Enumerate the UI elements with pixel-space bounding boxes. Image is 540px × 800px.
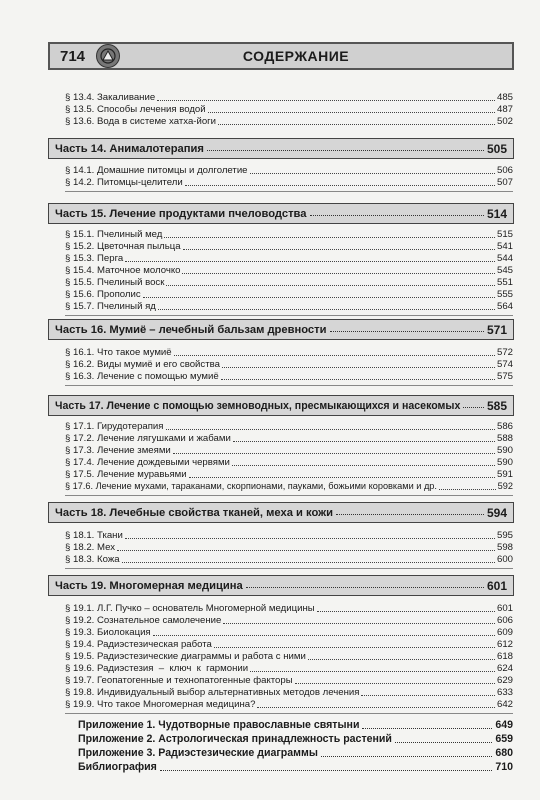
leader-dots [246, 587, 484, 588]
leader-dots [395, 742, 492, 743]
part-label: Часть 14. Анималотерапия [55, 142, 204, 155]
entry-page: 544 [496, 253, 513, 264]
entry-page: 624 [496, 663, 513, 674]
entry-label: § 19.2. Сознательное самолечение [65, 615, 222, 626]
entry-page: 541 [496, 241, 513, 252]
part-page: 601 [486, 578, 507, 593]
leader-dots [164, 237, 495, 238]
toc-entry[interactable] [65, 177, 513, 188]
entry-page: 590 [496, 445, 513, 456]
entry-page: 629 [496, 675, 513, 686]
entry-page: 591 [496, 469, 513, 480]
entry-page: 485 [496, 92, 513, 103]
entry-page: 574 [496, 359, 513, 370]
entry-label: § 13.6. Вода в системе хатха-йоги [65, 116, 217, 127]
part-page: 505 [486, 141, 507, 156]
toc-entry[interactable] [65, 241, 513, 252]
entry-page: 598 [496, 542, 513, 553]
entry-page: 572 [496, 347, 513, 358]
leader-dots [125, 538, 495, 539]
entry-label: § 17.1. Гирудотерапия [65, 421, 164, 432]
entry-label: § 15.4. Маточное молочко [65, 265, 181, 276]
leader-dots [207, 150, 484, 151]
toc-entry[interactable] [65, 347, 513, 358]
leader-dots [330, 331, 484, 332]
leader-dots [463, 407, 484, 408]
entry-label: § 17.2. Лечение лягушками и жабами [65, 433, 231, 444]
leader-dots [218, 124, 495, 125]
entry-label: § 15.6. Прополис [65, 289, 141, 300]
leader-dots [166, 429, 495, 430]
entry-page: 487 [496, 104, 513, 115]
part-heading[interactable] [48, 502, 514, 523]
toc-entry[interactable] [65, 104, 513, 115]
toc-entry[interactable] [65, 481, 513, 492]
toc-entry[interactable] [65, 253, 513, 264]
part-label: Часть 16. Мумиё – лечебный бальзам древности [55, 323, 327, 336]
page-number: 714 [60, 47, 86, 65]
entry-label: § 17.5. Лечение муравьями [65, 469, 187, 480]
entry-label: § 19.6. Радиэстезия – ключ к гармонии [65, 663, 249, 674]
leader-dots [295, 683, 495, 684]
entry-page: 612 [496, 639, 513, 650]
triangle-circle-logo-icon [96, 44, 120, 68]
toc-entry[interactable] [65, 639, 513, 650]
toc-entry[interactable] [65, 433, 513, 444]
leader-dots [214, 647, 495, 648]
toc-entry[interactable] [65, 445, 513, 456]
appendix-label: Приложение 2. Астрологическая принадлежность растений [78, 733, 392, 745]
leader-dots [321, 756, 492, 757]
entry-page: 515 [496, 229, 513, 240]
entry-page: 545 [496, 265, 513, 276]
toc-entry[interactable] [65, 687, 513, 698]
entry-label: § 19.8. Индивидуальный выбор альтернативных методов лечения [65, 687, 360, 698]
toc-entry[interactable] [65, 371, 513, 382]
part-label: Часть 15. Лечение продуктами пчеловодства [55, 207, 307, 220]
leader-dots [160, 770, 492, 771]
leader-dots [174, 355, 495, 356]
leader-dots [183, 249, 495, 250]
part-heading[interactable] [48, 138, 514, 159]
leader-dots [143, 297, 495, 298]
divider [65, 315, 513, 316]
entry-label: § 19.5. Радиэстезические диаграммы и работа с ними [65, 651, 306, 662]
leader-dots [158, 309, 495, 310]
entry-label: § 14.2. Питомцы-целители [65, 177, 183, 188]
entry-page: 506 [496, 165, 513, 176]
leader-dots [250, 671, 495, 672]
entry-label: § 15.3. Перга [65, 253, 124, 264]
part-label: Часть 17. Лечение с помощью земноводных, пресмыкающихся и насекомых [55, 399, 461, 412]
entry-page: 586 [496, 421, 513, 432]
entry-label: § 18.1. Ткани [65, 530, 123, 541]
entry-page: 618 [496, 651, 513, 662]
entry-label: § 19.3. Биолокация [65, 627, 151, 638]
toc-entry[interactable] [65, 554, 513, 565]
leader-dots [439, 489, 496, 490]
appendix-entry[interactable] [78, 747, 513, 760]
entry-page: 502 [496, 116, 513, 127]
entry-label: § 18.2. Мех [65, 542, 116, 553]
toc-entry[interactable] [65, 92, 513, 103]
leader-dots [173, 453, 495, 454]
leader-dots [125, 261, 495, 262]
toc-entry[interactable] [65, 542, 513, 553]
toc-entry[interactable] [65, 469, 513, 480]
leader-dots [166, 285, 495, 286]
toc-entry[interactable] [65, 457, 513, 468]
entry-label: § 16.3. Лечение с помощью мумиё [65, 371, 219, 382]
toc-entry[interactable] [65, 301, 513, 312]
appendix-page: 680 [495, 747, 513, 759]
leader-dots [308, 659, 495, 660]
entry-page: 575 [496, 371, 513, 382]
leader-dots [257, 707, 495, 708]
leader-dots [153, 635, 495, 636]
toc-entry[interactable] [65, 289, 513, 300]
appendix-label: Приложение 3. Радиэстезические диаграммы [78, 747, 318, 759]
entry-page: 595 [496, 530, 513, 541]
entry-page: 642 [496, 699, 513, 710]
entry-label: § 15.2. Цветочная пыльца [65, 241, 181, 252]
part-heading[interactable] [48, 575, 514, 596]
part-heading[interactable] [48, 203, 514, 224]
toc-entry[interactable] [65, 421, 513, 432]
toc-entry[interactable] [65, 615, 513, 626]
part-page: 585 [486, 398, 507, 413]
page-title: СОДЕРЖАНИЕ [242, 48, 350, 64]
part-label: Часть 18. Лечебные свойства тканей, меха и кожи [55, 506, 333, 519]
toc-entry[interactable] [65, 359, 513, 370]
entry-page: 551 [496, 277, 513, 288]
appendix-label: Приложение 1. Чудотворные православные святыни [78, 719, 360, 731]
appendix-entry[interactable] [78, 719, 513, 732]
appendix-label: Библиография [78, 761, 157, 773]
entry-label: § 18.3. Кожа [65, 554, 120, 565]
entry-page: 555 [496, 289, 513, 300]
entry-page: 606 [496, 615, 513, 626]
entry-label: § 13.5. Способы лечения водой [65, 104, 206, 115]
divider [65, 385, 513, 386]
toc-entry[interactable] [65, 603, 513, 614]
leader-dots [336, 514, 484, 515]
leader-dots [223, 623, 495, 624]
leader-dots [185, 185, 495, 186]
entry-label: § 19.7. Геопатогенные и технопатогенные факторы [65, 675, 293, 686]
entry-page: 600 [496, 554, 513, 565]
leader-dots [221, 379, 495, 380]
entry-label: § 15.7. Пчелиный яд [65, 301, 156, 312]
part-page: 571 [486, 322, 507, 337]
part-heading[interactable] [48, 395, 514, 416]
toc-entry[interactable] [65, 651, 513, 662]
part-label: Часть 19. Многомерная медицина [55, 579, 243, 592]
leader-dots [208, 112, 495, 113]
entry-page: 588 [496, 433, 513, 444]
divider [65, 713, 513, 714]
entry-page: 633 [496, 687, 513, 698]
entry-label: § 15.1. Пчелиный мед [65, 229, 163, 240]
entry-page: 564 [496, 301, 513, 312]
entry-label: § 19.9. Что такое Многомерная медицина? [65, 699, 256, 710]
toc-entry[interactable] [65, 530, 513, 541]
page-header [48, 42, 514, 70]
divider [65, 191, 513, 192]
leader-dots [122, 562, 495, 563]
part-page: 514 [486, 206, 507, 221]
bibliography-entry[interactable] [78, 761, 513, 774]
toc-entry[interactable] [65, 675, 513, 686]
entry-label: § 14.1. Домашние питомцы и долголетие [65, 165, 248, 176]
entry-page: 609 [496, 627, 513, 638]
leader-dots [157, 100, 495, 101]
toc-entry[interactable] [65, 699, 513, 710]
leader-dots [310, 215, 484, 216]
leader-dots [361, 695, 495, 696]
toc-entry[interactable] [65, 277, 513, 288]
toc-entry[interactable] [65, 116, 513, 127]
entry-label: § 19.1. Л.Г. Пучко – основатель Многомерной медицины [65, 603, 315, 614]
entry-label: § 17.6. Лечение мухами, тараканами, скорпионами, пауками, божьими коровками и др. [65, 481, 437, 491]
entry-page: 507 [496, 177, 513, 188]
entry-page: 592 [497, 481, 513, 491]
divider [65, 495, 513, 496]
leader-dots [189, 477, 495, 478]
toc-entry[interactable] [65, 265, 513, 276]
entry-label: § 16.1. Что такое мумиё [65, 347, 172, 358]
toc-entry[interactable] [65, 229, 513, 240]
leader-dots [222, 367, 495, 368]
entry-label: § 15.5. Пчелиный воск [65, 277, 165, 288]
leader-dots [362, 728, 492, 729]
leader-dots [232, 465, 495, 466]
toc-entry[interactable] [65, 627, 513, 638]
leader-dots [250, 173, 495, 174]
leader-dots [182, 273, 495, 274]
entry-page: 601 [496, 603, 513, 614]
entry-label: § 19.4. Радиэстезическая работа [65, 639, 212, 650]
toc-entry[interactable] [65, 663, 513, 674]
entry-label: § 17.3. Лечение змеями [65, 445, 171, 456]
appendix-entry[interactable] [78, 733, 513, 746]
entry-label: § 13.4. Закаливание [65, 92, 156, 103]
entry-label: § 17.4. Лечение дождевыми червями [65, 457, 230, 468]
appendix-page: 710 [495, 761, 513, 773]
leader-dots [317, 611, 495, 612]
part-heading[interactable] [48, 319, 514, 340]
leader-dots [233, 441, 495, 442]
leader-dots [117, 550, 495, 551]
entry-page: 590 [496, 457, 513, 468]
toc-entry[interactable] [65, 165, 513, 176]
appendix-page: 649 [495, 719, 513, 731]
appendix-page: 659 [495, 733, 513, 745]
entry-label: § 16.2. Виды мумиё и его свойства [65, 359, 220, 370]
divider [65, 568, 513, 569]
part-page: 594 [486, 505, 507, 520]
